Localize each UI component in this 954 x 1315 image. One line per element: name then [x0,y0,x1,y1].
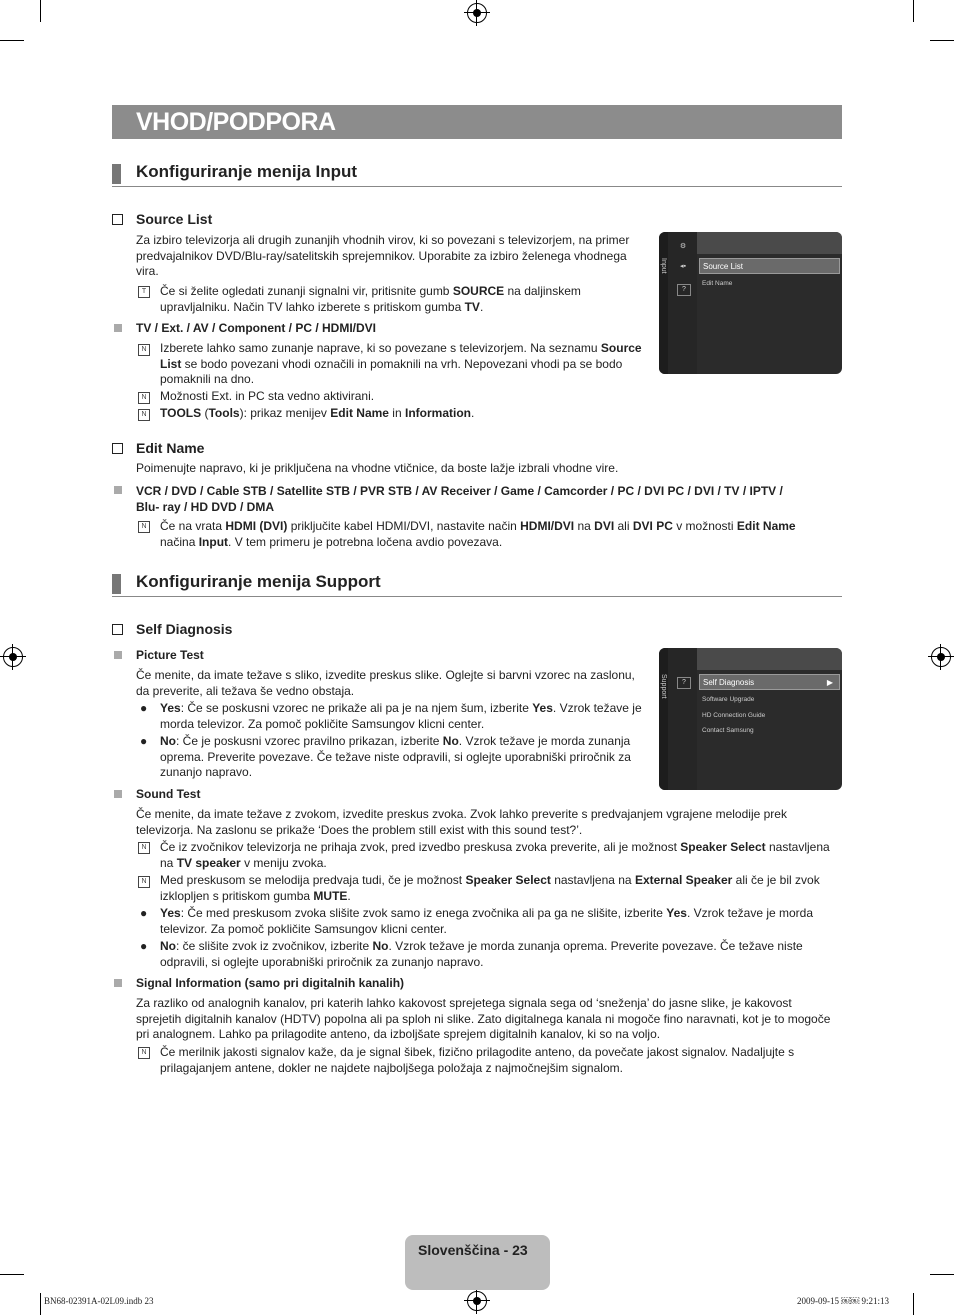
support-icon: ? [677,677,691,689]
registration-mark-icon [3,647,23,667]
crop-mark [930,40,954,41]
section-title: Konfiguriranje menija Support [136,572,381,591]
crop-mark [0,1274,24,1275]
note: Med preskusom se melodija predvaja tudi, če je možnost Speaker Select nastavljena na External Speaker ali če je bil zvok izklopljen s pritiskom gumba MUTE. [160,873,820,903]
menu-header [697,232,842,254]
crop-mark [0,40,24,41]
note-icon: N [138,409,150,421]
subsection-title: Edit Name [136,440,205,456]
registration-mark-icon [467,1291,487,1311]
bullet-text: Yes: Če med preskusom zvoka slišite zvok samo iz enega zvočnika ali pa ga ne slišite, izberite Yes. Vzrok težave je morda televizor. Za pomoč pokličite Samsungov klicni center. [160,906,814,936]
bullet-text: Yes: Če se poskusni vzorec ne prikaže ali pa je na njem šum, izberite Yes. Vzrok težave je morda televizor. Za pomoč pokličite Samsungov klicni center. [160,701,642,731]
sound-test-heading: Sound Test [136,787,201,801]
menu-label: Input [660,258,667,274]
page-number-box [405,1235,550,1290]
note-icon: N [138,1047,150,1059]
signal-info-heading: Signal Information (samo pri digitalnih kanalih) [136,976,405,990]
crop-mark [913,0,914,22]
checkbox-icon [112,624,123,635]
page-title-bar [112,105,842,139]
menu-icon-column [668,232,697,374]
menu-item-source-list[interactable]: Source List [699,258,840,274]
footer-file: BN68-02391A-02L09.indb 23 [44,1296,154,1306]
section-heading-input [112,162,842,187]
checkbox-icon [112,214,123,225]
inputs-heading: TV / Ext. / AV / Component / PC / HDMI/DVI [136,321,377,335]
round-bullet-icon: ● [140,906,148,920]
paragraph: Za razliko od analognih kanalov, pri katerih lahko kakovost sprejetega signala sega od ‘sneženja’ do jasne slike, je kakovost sprejetih digitalnih kanalov (HDTV) popolna ali pa sploh ni slike. Zato digitalnega kanala ni mogoče fino naravnati, kot je to mogoče pri analognem. Lahko pa prilagodite anteno, da izboljšate sprejem digitalnih kanalov, ki so na voljo. [136,996,831,1041]
square-bullet-icon [114,651,122,659]
note-icon: N [138,521,150,533]
paragraph: Poimenujte napravo, ki je priključena na vhodne vtičnice, da boste lažje izbrali vhodne vire. [136,461,619,475]
square-bullet-icon [114,790,122,798]
note-icon: N [138,842,150,854]
note-icon: N [138,392,150,404]
note: Izberete lahko samo zunanje naprave, ki so povezane s televizorjem. Na seznamu Source List se bodo povezani vhodi označili in pomaknili na vrh. Nepovezani vhodi pa se bodo pomaknili na dno. [160,341,642,386]
tip-icon: T [138,286,150,298]
menu-item-hd-connection-guide[interactable]: HD Connection Guide [702,712,766,719]
subsection-title: Source List [136,211,213,227]
note: Če merilnik jakosti signalov kaže, da je signal šibek, fizično prilagodite anteno, da povečate jakost signalov. Nadaljujte s prilagajanjem antene, dokler ne najdete najboljšega položaja z najmočnejšim signalom. [160,1045,795,1075]
page-title: VHOD/PODPORA [136,108,336,136]
text-line: predvajalnikov DVD/Blu-ray/satelitskih sprejemnikov. Uporabite za izbiro želenega vhodnega [136,248,627,263]
registration-mark-icon [467,3,487,23]
menu-label: Support [660,674,667,699]
menu-icon-column [668,648,697,790]
note-icon: N [138,344,150,356]
gear-icon: ⚙ [679,243,687,250]
square-bullet-icon [114,486,122,494]
arrow-right-icon: ▶ [826,678,833,687]
support-menu-screenshot [659,648,842,790]
menu-rail [659,232,668,374]
support-icon: ? [677,284,691,296]
note: Če na vrata HDMI (DVI) priključite kabel HDMI/DVI, nastavite način HDMI/DVI na DVI ali DVI PC v možnosti Edit Name načina Input. V tem primeru je potrebna ločena avdio povezava. [160,519,796,549]
round-bullet-icon: ● [140,701,148,715]
crop-mark [930,1274,954,1275]
menu-item-contact-samsung[interactable]: Contact Samsung [702,727,754,734]
crop-mark [40,0,41,22]
square-bullet-icon [114,324,122,332]
devices-heading: VCR / DVD / Cable STB / Satellite STB / PVR STB / AV Receiver / Game / Camcorder / PC / DVI PC / DVI / TV / IPTV / Blu- ray / HD DVD / DMA [136,484,783,514]
registration-mark-icon [931,647,951,667]
menu-header [697,648,842,670]
crop-mark [913,1293,914,1315]
heading-marker [112,164,121,184]
footer-date: 2009-09-15 ￼￼ 9:21:13 [797,1296,889,1306]
subsection-title: Self Diagnosis [136,621,233,637]
menu-item-edit-name[interactable]: Edit Name [702,280,733,287]
round-bullet-icon: ● [140,939,148,953]
menu-item-software-upgrade[interactable]: Software Upgrade [702,696,755,703]
crop-mark [40,1293,41,1315]
note: TOOLS (Tools): prikaz menijev Edit Name in Information. [160,406,475,420]
note-icon: N [138,876,150,888]
note: Če si želite ogledati zunanji signalni vir, pritisnite gumb SOURCE na daljinskem upravljalniku. Način TV lahko izberete s pritiskom gumba TV. [160,284,581,314]
checkbox-icon [112,443,123,454]
note: Možnosti Ext. in PC sta vedno aktivirani. [160,389,375,403]
paragraph: Če menite, da imate težave z zvokom, izvedite preskus zvoka. Zvok lahko preverite s predvajanjem vgrajene melodije prek televizorja. Na zaslonu se prikaže ‘Does the problem still exist with this sound test?’. [136,807,787,837]
bullet-text: No: Če je poskusni vzorec pravilno prikazan, izberite No. Vzrok težave je morda zunanja oprema. Preverite povezave. Če težave niste odpravili, si oglejte uporabniški priročnik za zunanjo napravo. [160,734,631,779]
text-line: Za izbiro televizorja ali drugih zunanjih vhodnih virov, ki so povezani s televizorjem, na primer [136,233,630,247]
note: Če iz zvočnikov televizorja ne prihaja zvok, pred izvedbo preskusa zvoka preverite, ali je možnost Speaker Select nastavljena na TV speaker v meniju zvoka. [160,840,830,870]
text-line: vira. [136,264,159,278]
round-bullet-icon: ● [140,734,148,748]
menu-item-self-diagnosis[interactable]: Self Diagnosis ▶ [699,674,840,690]
bullet-text: No: če slišite zvok iz zvočnikov, izberite No. Vzrok težave je morda zunanja oprema. Preverite povezave. Če težave niste odpravili, si oglejte uporabniški priročnik za zunanjo napravo. [160,939,803,969]
square-bullet-icon [114,979,122,987]
section-heading-support [112,572,842,597]
input-plug-icon: ◂▪ [680,263,686,270]
section-title: Konfiguriranje menija Input [136,162,358,181]
menu-rail [659,648,668,790]
page-number: Slovenščina - 23 [418,1242,528,1258]
input-menu-screenshot [659,232,842,374]
paragraph [136,233,629,280]
heading-marker [112,574,121,594]
picture-test-heading: Picture Test [136,648,204,662]
paragraph: Če menite, da imate težave s sliko, izvedite preskus slike. Oglejte si barvni vzorec na zaslonu, da preverite, ali težava še vedno obstaja. [136,668,635,698]
